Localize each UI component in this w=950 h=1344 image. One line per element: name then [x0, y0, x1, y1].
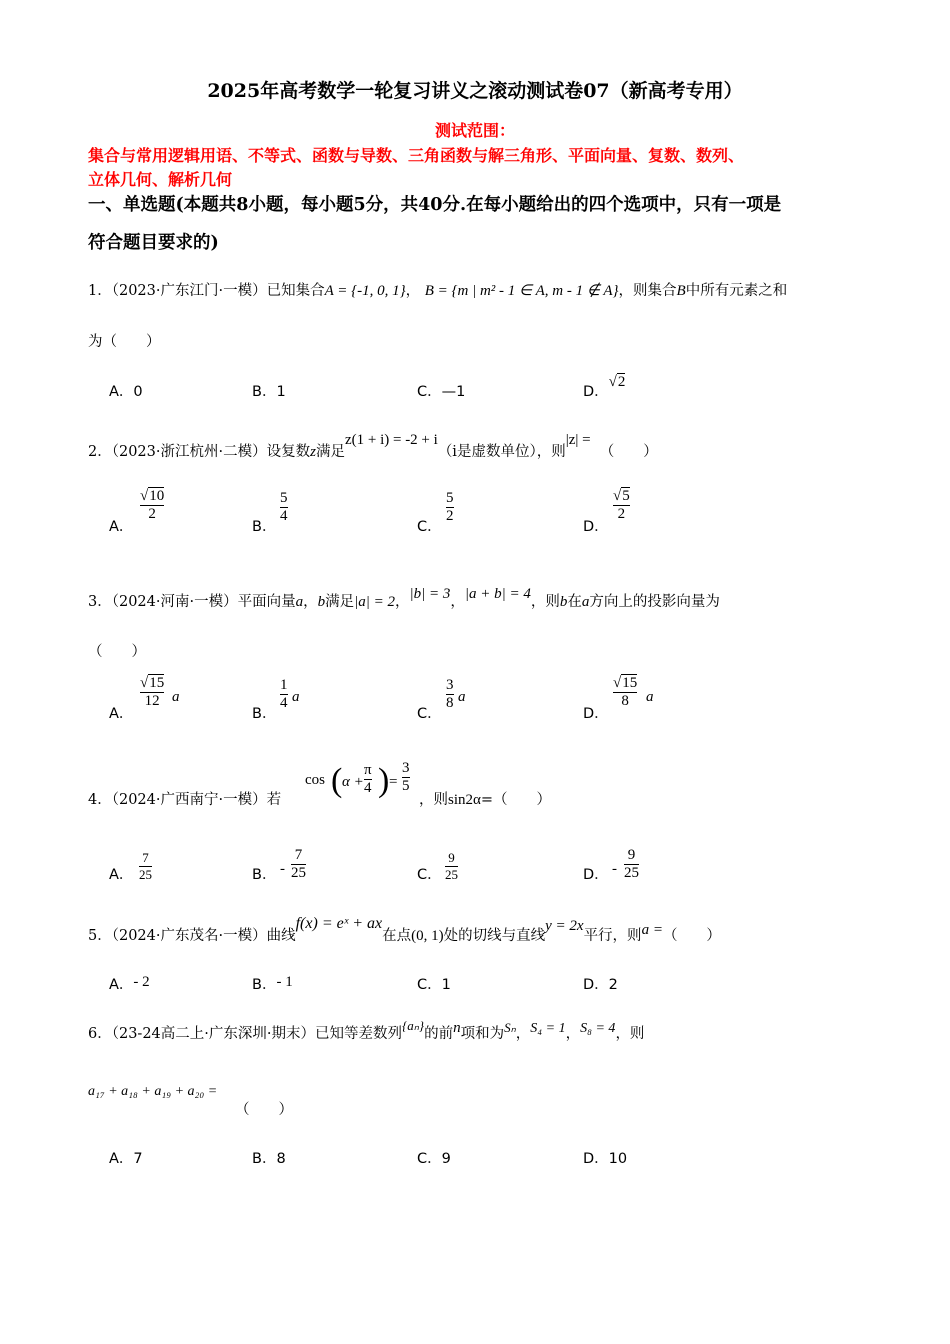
- right-paren: ): [378, 762, 390, 799]
- minus-sign: -: [280, 861, 285, 877]
- q2-option-d-fraction: $\frac{√5}{2}$: [613, 488, 630, 522]
- question-text: 满足: [315, 444, 345, 460]
- scope-line-1: 集合与常用逻辑用语、不等式、函数与导数、三角函数与解三角形、平面向量、复数、数列、: [88, 146, 745, 165]
- numerator: π: [364, 762, 372, 778]
- question-source: （2024·广西南宁·一模）若: [111, 792, 282, 808]
- question-number: 3．: [88, 594, 112, 610]
- numerator: 5: [446, 490, 454, 506]
- sum-sn: Sₙ: [504, 1020, 516, 1035]
- question-text: 中所有元素之和: [685, 283, 788, 299]
- numerator: 15: [149, 675, 165, 691]
- question-text: 满足: [325, 594, 355, 610]
- section-heading-line-2: 符合题目要求的): [88, 233, 219, 253]
- abs-z: |z| =: [565, 432, 591, 448]
- comma: ，: [565, 1026, 581, 1042]
- line-formula: y = 2x: [545, 918, 584, 934]
- denominator: 12: [140, 692, 164, 710]
- numerator: 1: [280, 677, 288, 693]
- numerator: 10: [149, 488, 165, 504]
- answer-blank: （ ）: [662, 928, 721, 944]
- q4-option-c-label: C．: [417, 867, 442, 883]
- denominator: 2: [446, 508, 454, 524]
- q1-option-d: D．√2: [583, 374, 626, 400]
- answer-blank: （ ）: [235, 1102, 293, 1118]
- q5-option-c: C．1: [417, 977, 451, 993]
- q3-option-b-fraction: [280, 677, 288, 712]
- variable-a: a =: [641, 922, 663, 938]
- answer-blank: =（ ）: [480, 792, 552, 808]
- option-label: A．: [109, 977, 134, 993]
- option-label: B．: [252, 977, 277, 993]
- comma: ，: [405, 283, 421, 299]
- equals-sign: =: [389, 774, 398, 790]
- denominator: 5: [402, 778, 410, 794]
- q5-option-d: D．2: [583, 977, 618, 993]
- q3-option-d-label: D．: [583, 706, 609, 722]
- question-number: 4．: [88, 792, 112, 808]
- question-6-line-1: [88, 1018, 645, 1043]
- q4-option-d-label: D．: [583, 867, 609, 883]
- scope-line-2: 立体几何、解析几何: [88, 170, 233, 189]
- variable-b: B: [676, 283, 686, 299]
- denominator: 4: [280, 695, 288, 711]
- question-source: （2024·河南·一模）平面向量: [111, 594, 296, 610]
- option-value: - 1: [276, 974, 293, 990]
- sequence: {aₙ}: [402, 1018, 425, 1033]
- q2-option-c-fraction: [446, 490, 454, 525]
- question-text: 平行，则: [583, 928, 642, 944]
- s4-condition: S₄ = 1: [530, 1021, 566, 1036]
- question-1-line-1: [88, 279, 787, 300]
- denominator: 4: [364, 780, 372, 796]
- denominator: 4: [280, 508, 288, 524]
- q6-option-a: A．7: [109, 1151, 143, 1167]
- question-source: （2024·广东茂名·一模）曲线: [111, 928, 296, 944]
- numerator: 9: [448, 850, 455, 865]
- q3-option-c-label: C．: [417, 706, 442, 722]
- denominator: 25: [291, 865, 306, 881]
- question-4-line-1: [88, 788, 281, 809]
- set-a-formula: A = {-1, 0, 1}: [324, 283, 406, 299]
- comma: ，: [394, 594, 410, 610]
- condition-3: |a + b| = 4: [464, 586, 531, 602]
- equation: z(1 + i) = -2 + i: [344, 432, 438, 448]
- numerator: 7: [294, 847, 303, 863]
- q4-option-b-fraction: [291, 847, 306, 882]
- question-number: 5．: [88, 928, 112, 944]
- section-heading-line-1: 一、单选题(本题共8小题，每小题5分，共40分.在每小题给出的四个选项中，只有一项是: [88, 195, 782, 215]
- s8-condition: S₈ = 4: [580, 1021, 616, 1036]
- q4-option-a-label: A．: [109, 867, 134, 883]
- scope-label: 测试范围：: [434, 121, 515, 140]
- question-text: 方向上的投影向量为: [589, 594, 720, 610]
- denominator: 2: [613, 505, 630, 523]
- q3-option-a-fraction: $\frac{√15}{12}$: [140, 675, 165, 709]
- question-4-tail: [419, 788, 551, 809]
- q1-option-a: A．0: [109, 384, 143, 400]
- pi-over-4: [364, 762, 372, 797]
- q6-option-b: B．8: [252, 1151, 286, 1167]
- condition-2: |b| = 3: [409, 586, 451, 602]
- question-text: （i是虚数单位），则: [437, 444, 566, 460]
- q2-option-b-label: B．: [252, 519, 277, 535]
- q1-option-c: C．—1: [417, 384, 466, 400]
- option-value: - 2: [133, 974, 150, 990]
- vector-a: a: [295, 594, 304, 610]
- numerator: 7: [142, 850, 149, 865]
- condition-1: |a| = 2: [354, 594, 395, 610]
- minus-sign: -: [612, 861, 617, 877]
- sin-2alpha: sin2α: [448, 792, 481, 808]
- q2-option-d-label: D．: [583, 519, 609, 535]
- q5-option-a: [109, 973, 150, 994]
- vector-a: a: [458, 689, 466, 705]
- numerator: 5: [280, 490, 288, 506]
- question-5-line-1: [88, 915, 721, 945]
- q2-option-c-label: C．: [417, 519, 442, 535]
- question-source: （23-24高二上·广东深圳·期末）已知等差数列: [111, 1026, 403, 1042]
- question-text: 的前: [424, 1026, 454, 1042]
- question-text: 在点: [382, 928, 412, 944]
- q6-option-c: C．9: [417, 1151, 451, 1167]
- variable-z: z: [310, 444, 316, 460]
- vector-a: a: [581, 594, 590, 610]
- denominator: 25: [445, 867, 458, 882]
- question-source: （2023·浙江杭州·二模）设复数: [111, 444, 311, 460]
- variable-n: n: [453, 1020, 461, 1036]
- left-paren: (: [331, 762, 343, 799]
- alpha-term: α +: [342, 774, 364, 790]
- cos-function: cos: [305, 772, 325, 788]
- numerator: 3: [446, 677, 454, 693]
- vector-a: a: [172, 689, 180, 705]
- denominator: 8: [613, 692, 637, 710]
- question-text: ，则: [615, 1026, 645, 1042]
- q3-option-d-fraction: $\frac{√15}{8}$: [613, 675, 638, 709]
- q3-option-b-label: B．: [252, 706, 277, 722]
- question-number: 1．: [88, 283, 112, 299]
- q4-option-b-label: B．: [252, 867, 277, 883]
- q4-option-d-fraction: [624, 847, 639, 882]
- numerator: 5: [622, 488, 630, 504]
- vector-a: a: [292, 689, 300, 705]
- answer-blank: （ ）: [599, 444, 658, 460]
- denominator: 25: [624, 865, 639, 881]
- comma: ，: [303, 594, 318, 610]
- q2-option-b-fraction: [280, 490, 288, 525]
- vector-b: b: [317, 594, 326, 610]
- denominator: 8: [446, 695, 454, 711]
- q3-option-c-fraction: [446, 677, 454, 712]
- q3-option-a-label: A．: [109, 706, 134, 722]
- option-label: D．: [583, 384, 609, 400]
- question-2-line-1: [88, 432, 658, 461]
- comma: ，: [450, 594, 465, 610]
- denominator: 2: [140, 505, 164, 523]
- q5-option-b: [252, 973, 293, 994]
- question-text: ，则: [419, 792, 448, 808]
- numerator: 9: [627, 847, 636, 863]
- q6-option-d: D．10: [583, 1151, 628, 1167]
- question-number: 6．: [88, 1026, 112, 1042]
- question-text: 在: [567, 594, 582, 610]
- numerator: 3: [402, 760, 410, 776]
- q2-option-a-fraction: $\frac{√10}{2}$: [140, 488, 165, 522]
- question-text: 处的切线与直线: [443, 928, 546, 944]
- vector-a: a: [646, 689, 654, 705]
- point: (0, 1): [411, 928, 444, 944]
- q2-option-a-label: A．: [109, 519, 134, 535]
- question-3-line-2: （ ）: [88, 644, 146, 660]
- question-text: ，则: [530, 594, 560, 610]
- set-b-formula: B = {m | m² - 1 ∈ A, m - 1 ∉ A}: [424, 283, 619, 299]
- question-1-line-2: 为（ ）: [88, 334, 161, 350]
- question-number: 2．: [88, 444, 112, 460]
- vector-b: b: [559, 594, 568, 610]
- q4-option-a-fraction: [139, 850, 152, 883]
- numerator: 15: [622, 675, 638, 691]
- sum-expression: a₁₇ + a₁₈ + a₁₉ + a₂₀ =: [88, 1084, 218, 1099]
- q1-option-b: B．1: [252, 384, 286, 400]
- rhs-fraction: [402, 760, 410, 795]
- denominator: 25: [139, 867, 152, 882]
- sqrt-value: 2: [617, 374, 626, 390]
- question-3-line-1: [88, 586, 720, 611]
- q4-option-c-fraction: [445, 850, 458, 883]
- function-formula: f(x) = eˣ + ax: [295, 915, 383, 932]
- question-text: ，则集合: [618, 283, 677, 299]
- page-title: 2025年高考数学一轮复习讲义之滚动测试卷07（新高考专用）: [207, 80, 743, 102]
- question-text: 项和为: [460, 1026, 505, 1042]
- comma: ，: [515, 1026, 531, 1042]
- question-source: （2023·广东江门·一模）已知集合: [111, 283, 325, 299]
